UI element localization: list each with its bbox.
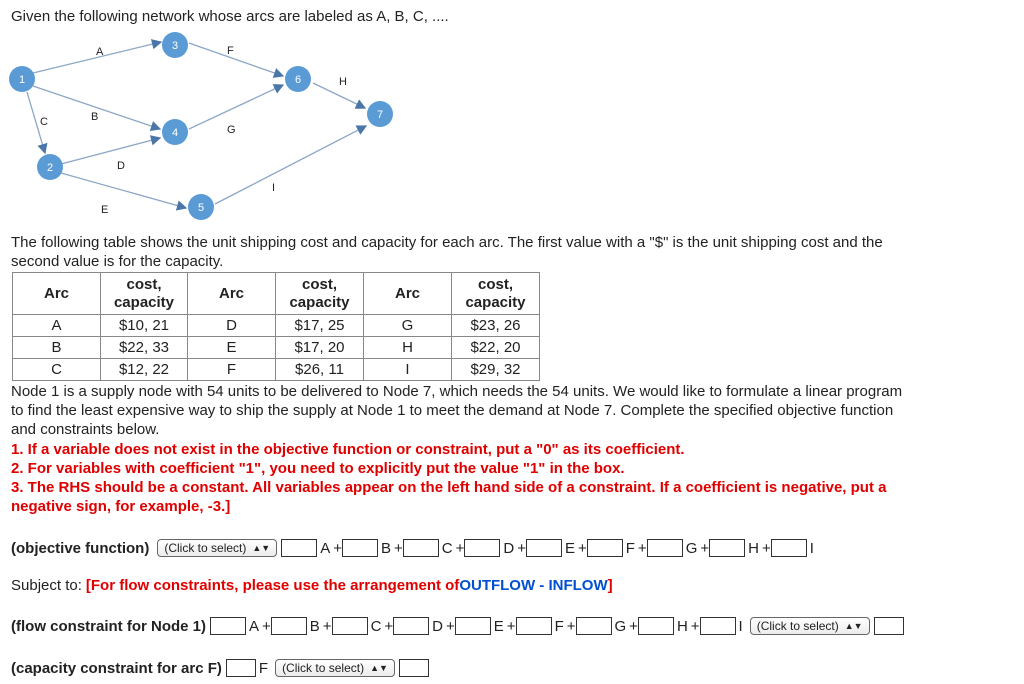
objective-coef-h-input[interactable] (709, 539, 745, 557)
svg-text:5: 5 (197, 202, 205, 214)
select-caret-icon: ▲▼ (370, 663, 388, 673)
arc-label-d: D (117, 160, 125, 172)
svg-text:7: 7 (376, 109, 384, 121)
objective-coef-e-input[interactable] (526, 539, 562, 557)
flow-coef-i-input[interactable] (700, 617, 736, 635)
flow-coef-g-input[interactable] (576, 617, 612, 635)
select-caret-icon: ▲▼ (844, 621, 863, 631)
network-diagram (0, 28, 420, 228)
svg-text:3: 3 (171, 40, 179, 52)
arc-label-e: E (101, 204, 109, 216)
rule-2: 2. For variables with coefficient "1", you need to explicitly put the value "1" in the box. (11, 460, 625, 477)
node-2 (37, 154, 63, 180)
objective-coef-b-input[interactable] (342, 539, 378, 557)
objective-coef-g-input[interactable] (647, 539, 683, 557)
capacity-rhs-input[interactable] (399, 659, 429, 677)
node-6 (285, 66, 311, 92)
arc-e (61, 173, 186, 208)
col-header-arc: Arc (13, 273, 101, 315)
col-header-cost-capacity: cost, capacity (101, 273, 188, 315)
outflow-inflow-emphasis: OUTFLOW - INFLOW (459, 576, 608, 594)
arc-label-a: A (96, 46, 104, 58)
flow-relation-select[interactable]: (Click to select) ▲▼ (750, 617, 870, 635)
objective-coef-c-input[interactable] (403, 539, 439, 557)
col-header-cost-capacity: cost, capacity (276, 273, 364, 315)
node-5 (188, 194, 214, 220)
arc-label-f: F (227, 45, 234, 57)
arc-g (189, 85, 283, 129)
node-4 (162, 119, 188, 145)
svg-text:1: 1 (18, 74, 26, 86)
arc-i (215, 126, 366, 204)
flow-coef-c-input[interactable] (332, 617, 368, 635)
capacity-coef-f-input[interactable] (226, 659, 256, 677)
objective-label: (objective function) (11, 539, 150, 557)
flow-coef-h-input[interactable] (638, 617, 674, 635)
problem-line-3: and constraints below. (11, 421, 160, 438)
table-row: A $10, 21 D $17, 25 G $23, 26 (13, 315, 540, 337)
table-row: B $22, 33 E $17, 20 H $22, 20 (13, 337, 540, 359)
table-header-row (13, 273, 540, 315)
node-3 (162, 32, 188, 58)
flow-rhs-input[interactable] (874, 617, 904, 635)
capacity-constraint-label: (capacity constraint for arc F) (11, 659, 222, 677)
flow-coef-d-input[interactable] (393, 617, 429, 635)
objective-sense-select[interactable]: (Click to select) ▲▼ (157, 539, 277, 557)
problem-line-2: to find the least expensive way to ship the supply at Node 1 to meet the demand at Node 7. Complete the specified objective function (11, 402, 894, 419)
rule-3-continued: negative sign, for example, -3.] (11, 498, 231, 515)
flow-coef-b-input[interactable] (271, 617, 307, 635)
capacity-relation-select[interactable]: (Click to select) ▲▼ (275, 659, 395, 677)
arc-label-h: H (339, 76, 347, 88)
objective-coef-d-input[interactable] (464, 539, 500, 557)
objective-coef-i-input[interactable] (771, 539, 807, 557)
svg-text:6: 6 (294, 74, 302, 86)
svg-text:4: 4 (171, 127, 179, 139)
table-row: C $12, 22 F $26, 11 I $29, 32 (13, 359, 540, 381)
flow-constraint-row: (flow constraint for Node 1) A + B + C + D + E + F + G + H + I (Click to select) ▲▼ (11, 616, 904, 636)
arc-label-b: B (91, 111, 99, 123)
capacity-constraint-row: (capacity constraint for arc F) F (Click to select) ▲▼ (11, 658, 429, 678)
objective-function-row: (objective function) (Click to select) ▲▼ A + B + C + D + E + F + G + H + I (11, 539, 814, 557)
intro-text: Given the following network whose arcs are labeled as A, B, C, .... (11, 8, 449, 25)
col-header-arc: Arc (364, 273, 452, 315)
arc-f (189, 43, 283, 76)
flow-coef-a-input[interactable] (210, 617, 246, 635)
arc-label-g: G (227, 124, 236, 136)
subject-to-line: Subject to: [For flow constraints, please use the arrangement of OUTFLOW - INFLOW ] (11, 576, 613, 594)
node-7 (367, 101, 393, 127)
objective-coef-f-input[interactable] (587, 539, 623, 557)
col-header-cost-capacity: cost, capacity (452, 273, 540, 315)
rule-1: 1. If a variable does not exist in the objective function or constraint, put a "0" as its coefficient. (11, 441, 685, 458)
table-intro-line-2: second value is for the capacity. (11, 253, 224, 270)
flow-constraint-label: (flow constraint for Node 1) (11, 617, 206, 635)
arc-label-c: C (40, 116, 48, 128)
flow-coef-e-input[interactable] (455, 617, 491, 635)
node-1 (9, 66, 35, 92)
problem-line-1: Node 1 is a supply node with 54 units to be delivered to Node 7, which needs the 54 units. We would like to formulate a linear program (11, 383, 903, 400)
rule-3: 3. The RHS should be a constant. All variables appear on the left hand side of a constraint. If a coefficient is negative, put a (11, 479, 887, 496)
svg-text:2: 2 (46, 162, 54, 174)
objective-coef-a-input[interactable] (281, 539, 317, 557)
arc-d (61, 138, 160, 164)
col-header-arc: Arc (188, 273, 276, 315)
select-caret-icon: ▲▼ (252, 543, 271, 553)
cost-capacity-table (12, 272, 540, 381)
table-intro-line-1: The following table shows the unit shipping cost and capacity for each arc. The first value with a "$" is the unit shipping cost and the (11, 234, 883, 251)
flow-coef-f-input[interactable] (516, 617, 552, 635)
arc-label-i: I (272, 182, 276, 194)
